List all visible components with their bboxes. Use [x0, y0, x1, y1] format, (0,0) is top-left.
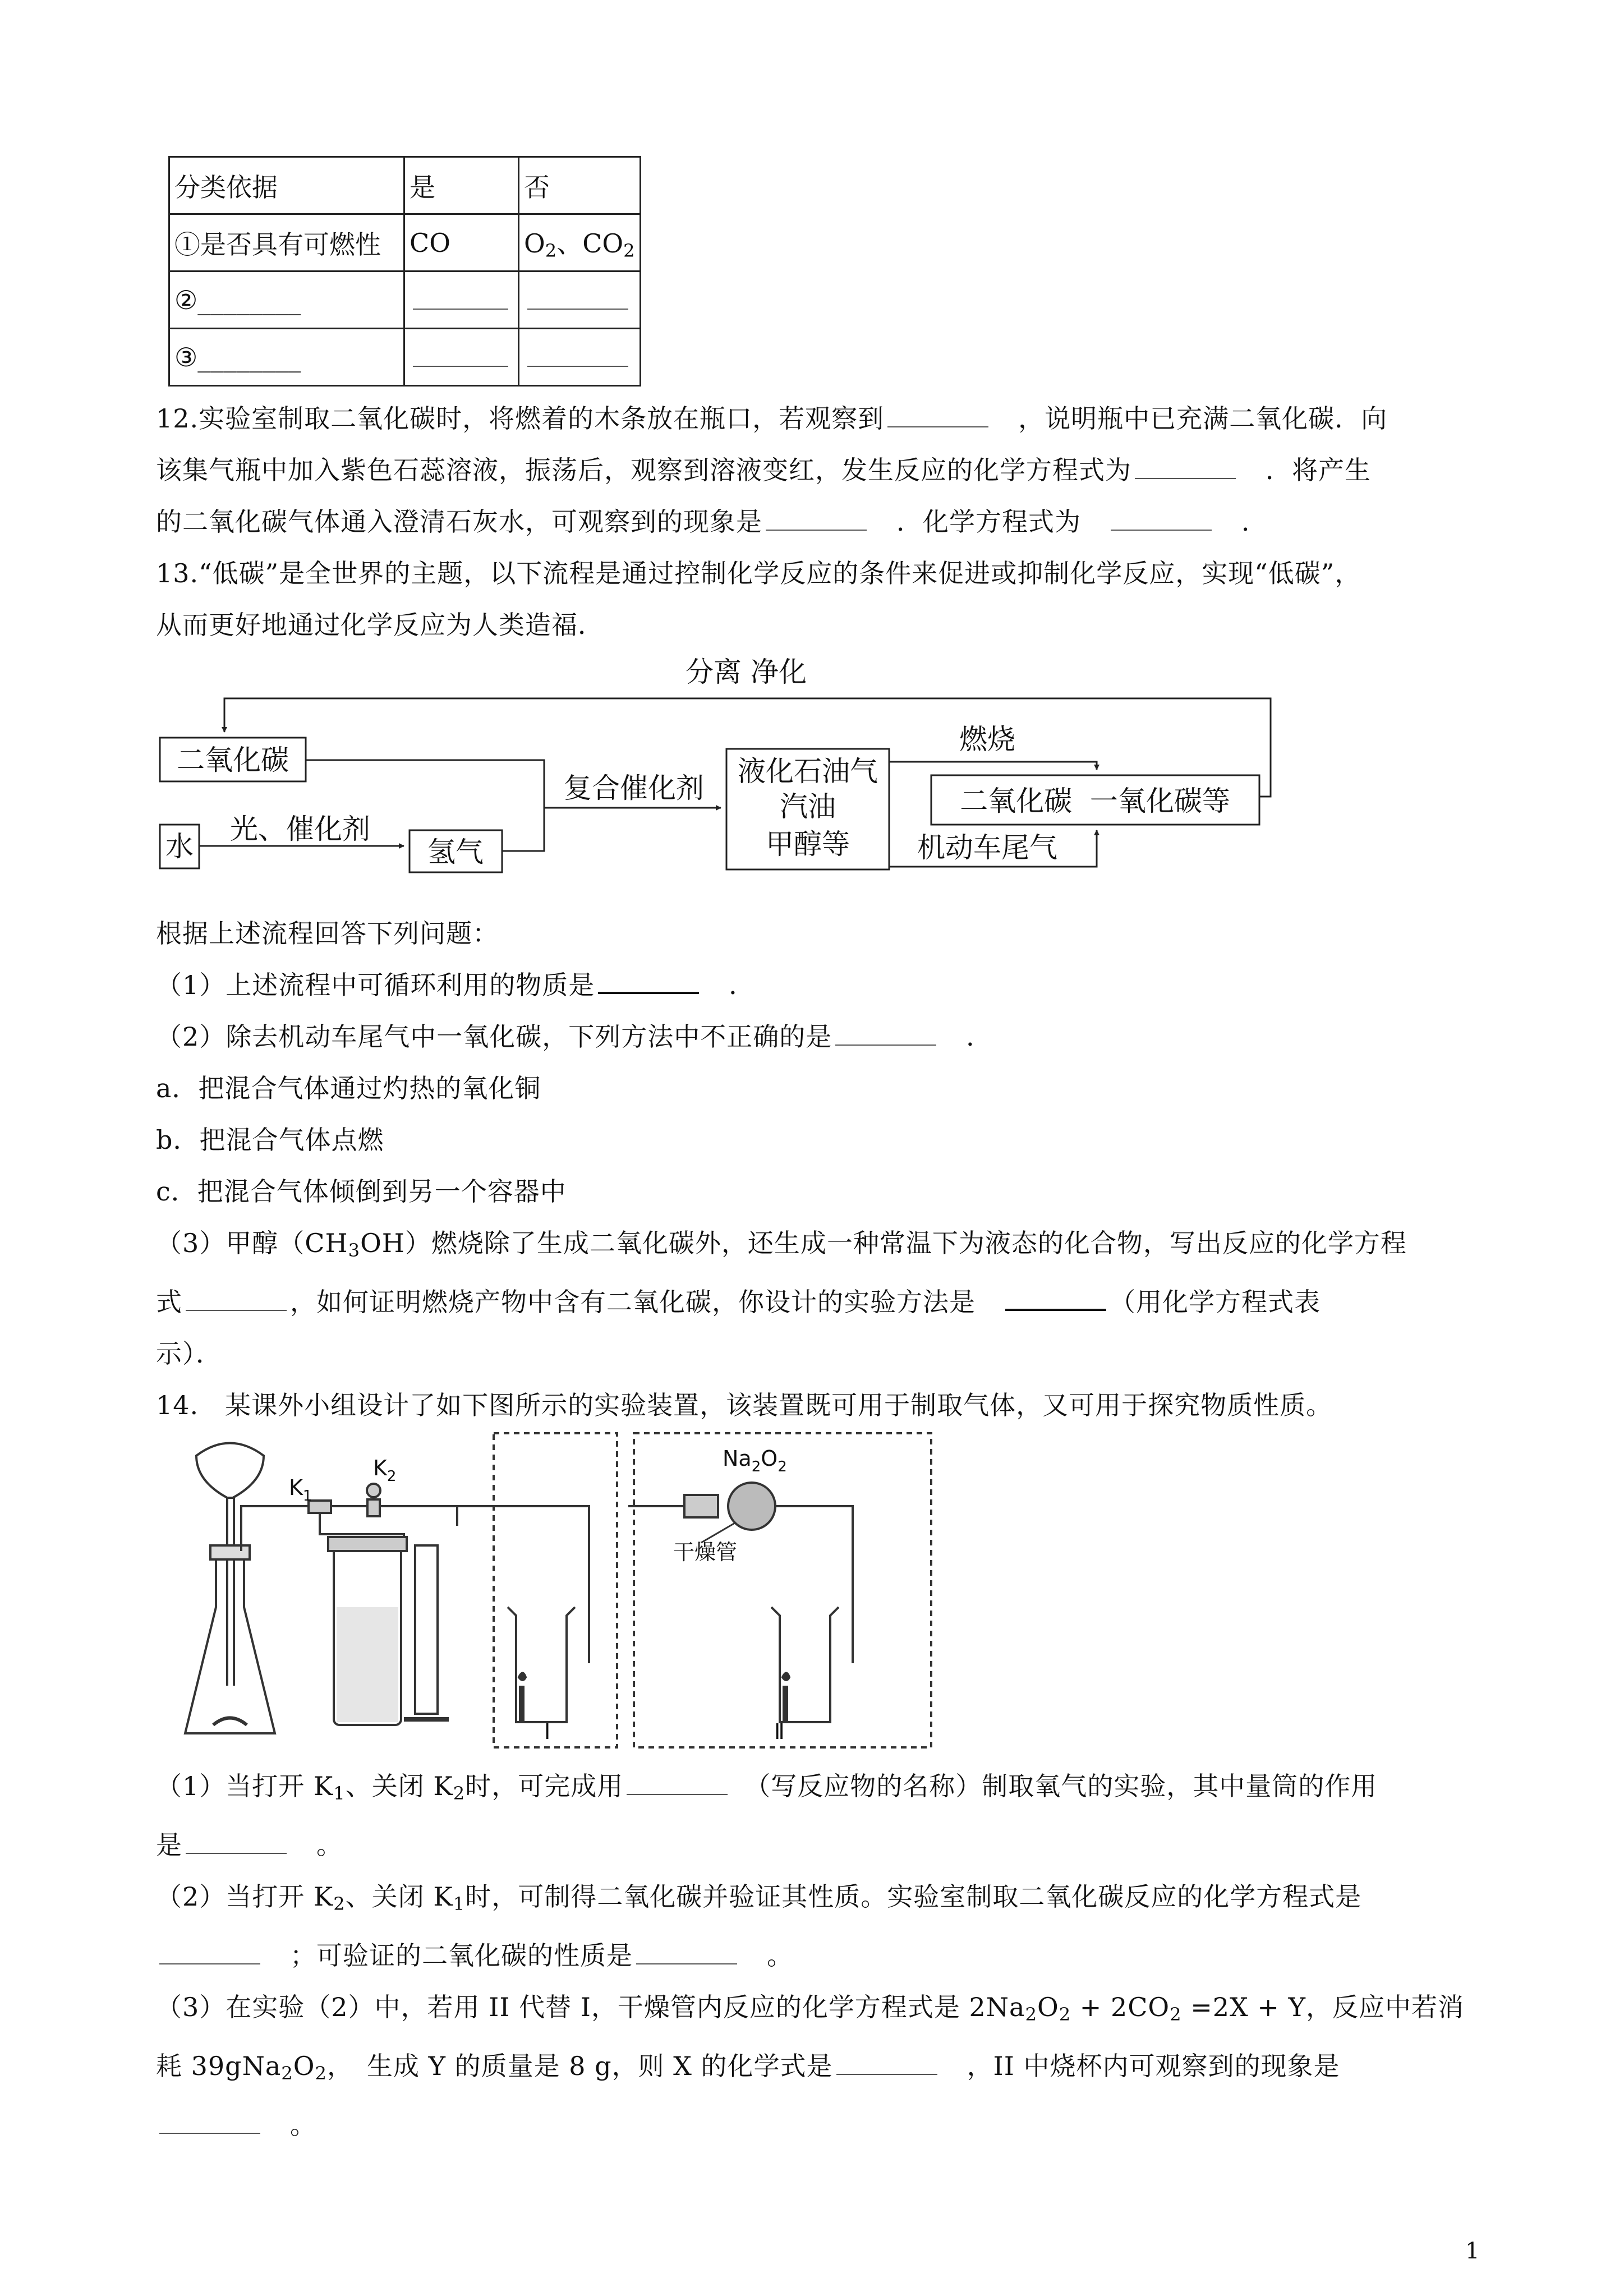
table-cell: ①是否具有可燃性 [169, 214, 404, 272]
table-blank-cell [404, 272, 519, 329]
subscript: 2 [453, 1783, 466, 1805]
q14-text: 时，可制得二氧化碳并验证其性质。实验室制取二氧化碳反应的化学方程式是 [465, 1881, 1362, 1912]
subscript: 2 [1025, 2004, 1037, 2026]
q13-text: 示）． [156, 1338, 222, 1369]
q13-text: 从而更好地通过化学反应为人类造福． [156, 610, 604, 640]
flame-2 [783, 1673, 789, 1681]
subscript: 2 [315, 2063, 327, 2085]
flow-label: 燃烧 [959, 723, 1015, 756]
beaker-1 [508, 1607, 575, 1722]
answer-blank[interactable] [598, 967, 699, 994]
question-13-parts [156, 908, 1491, 1431]
page-number: 1 [1465, 2238, 1480, 2264]
flow-label: 复合催化剂 [564, 772, 704, 804]
q14-text: 、关闭 K [345, 1771, 453, 1801]
q12-text: 12.实验室制取二氧化碳时，将燃着的木条放在瓶口，若观察到 [156, 403, 885, 434]
q13-text: 式 [156, 1287, 182, 1318]
q14-text: （写反应物的名称）制取氧气的实验，其中量筒的作用 [757, 1771, 1378, 1801]
q13-intro: 根据上述流程回答下列问题： [156, 918, 499, 949]
graduated-cylinder [415, 1545, 438, 1714]
formula-text: O [524, 228, 545, 259]
q14-text: 。 [290, 2110, 316, 2141]
table-blank-cell [519, 272, 641, 329]
q12-text: ． [1241, 507, 1268, 537]
q14-text: 。 [316, 1830, 343, 1861]
apparatus-figure [180, 1422, 965, 1759]
answer-blank[interactable] [627, 1769, 728, 1795]
q14-text: 是 [156, 1830, 182, 1861]
q14-text: （2）当打开 K [156, 1881, 334, 1912]
hydrogen-line [502, 808, 544, 851]
flow-label: 机动车尾气 [917, 831, 1057, 864]
subscript: 2 [333, 1893, 346, 1915]
box-i-label: I [544, 1719, 551, 1744]
burn-arrow [889, 762, 1097, 770]
flow-label: 二氧化碳 一氧化碳等 [960, 785, 1230, 817]
k2-label: $K_2$ [373, 1456, 397, 1485]
answer-blank[interactable] [835, 1020, 936, 1046]
flow-label: 水 [165, 830, 194, 863]
solid-reagent [213, 1718, 247, 1726]
subscript: 1 [453, 1893, 466, 1915]
q13-text: OH）燃烧除了生成二氧化碳外，还生成一种常温下为液态的化合物，写出反应的化学方程 [360, 1228, 1407, 1258]
dryer-tube [684, 1495, 718, 1517]
table-cell: ③________ [169, 329, 404, 386]
flow-label: 甲醇等 [766, 828, 850, 861]
answer-blank[interactable] [836, 2049, 937, 2075]
option-c: c．把混合气体倾倒到另一个容器中 [156, 1176, 567, 1207]
flow-label: 光、催化剂 [230, 813, 370, 845]
answer-blank[interactable] [1135, 453, 1236, 479]
q12-text: 该集气瓶中加入紫色石蕊溶液，振荡后，观察到溶液变红，发生反应的化学方程式为 [156, 455, 1131, 485]
separatory-funnel [196, 1443, 264, 1498]
answer-blank[interactable] [887, 402, 988, 427]
answer-blank[interactable] [186, 1828, 287, 1854]
table-cell: ②________ [169, 272, 404, 329]
answer-blank[interactable] [1111, 505, 1212, 531]
low-carbon-flow-diagram [151, 645, 1285, 892]
question-13 [156, 547, 1491, 651]
bottle-stopper [328, 1537, 407, 1551]
q14-text: 时，可完成用 [465, 1771, 624, 1801]
subscript: 2 [623, 240, 635, 262]
tube-5 [775, 1506, 853, 1663]
question-12 [156, 393, 1491, 547]
question-14-parts [156, 1760, 1491, 2151]
tube-3 [457, 1506, 589, 1663]
answer-blank[interactable] [1005, 1284, 1106, 1311]
table-cell: CO [404, 214, 519, 272]
q13-text: （用化学方程式表 [1110, 1287, 1321, 1318]
option-b: b．把混合气体点燃 [156, 1125, 384, 1155]
table-row [169, 157, 641, 214]
bottle-liquid [337, 1607, 398, 1722]
answer-blank[interactable] [186, 1285, 287, 1311]
table-header-cell: 是 [404, 157, 519, 214]
q14-text: 耗 39gNa [156, 2051, 282, 2082]
table-cell [519, 214, 641, 272]
q14-text: ， 生成 Y 的质量是 8 g，则 X 的化学式是 [326, 2051, 833, 2082]
q13-text: （2）除去机动车尾气中一氧化碳，下列方法中不正确的是 [156, 1022, 832, 1052]
q13-text: ． [729, 970, 756, 1000]
flow-label: 液化石油气 [738, 755, 878, 788]
subscript: 2 [1170, 2004, 1182, 2026]
box-i [494, 1433, 617, 1747]
q13-text: ． [966, 1022, 993, 1052]
k2-valve [367, 1499, 380, 1516]
flame-1 [519, 1673, 526, 1681]
k1-label: $K_1$ [289, 1475, 312, 1504]
q13-text: （3）甲醇（CH [156, 1228, 348, 1258]
q14-text: 14. 某课外小组设计了如下图所示的实验装置，该装置既可用于制取气体，又可用于探究物质性质。 [156, 1390, 1333, 1421]
flow-label: 汽油 [780, 790, 836, 823]
table-row [169, 272, 641, 329]
q14-text: ；可验证的二氧化碳的性质是 [290, 1940, 633, 1971]
answer-blank[interactable] [766, 505, 867, 531]
q14-text: + 2CO [1071, 1992, 1170, 2023]
co2-line [306, 760, 544, 808]
subscript: 2 [281, 2063, 293, 2085]
answer-blank[interactable] [159, 2108, 260, 2134]
flask-stopper [210, 1545, 250, 1559]
subscript: 1 [333, 1783, 346, 1805]
q14-text: O [1037, 1992, 1059, 2023]
q12-text: ，说明瓶中已充满二氧化碳．向 [1018, 403, 1388, 434]
table-header-cell: 否 [519, 157, 641, 214]
q14-text: （3）在实验（2）中，若用 II 代替 I，干燥管内反应的化学方程式是 2Na [156, 1992, 1025, 2023]
table-row [169, 214, 641, 272]
table-blank-cell [404, 329, 519, 386]
subscript: 3 [348, 1240, 361, 1262]
beaker-2 [771, 1607, 839, 1722]
formula-text: 、CO [556, 228, 624, 259]
answer-blank[interactable] [636, 1939, 737, 1964]
q14-text: 。 [767, 1940, 793, 1971]
na2o2-bulb [728, 1483, 775, 1530]
q14-text: 、关闭 K [345, 1881, 453, 1912]
q12-text: 的二氧化碳气体通入澄清石灰水，可观察到的现象是 [156, 507, 762, 537]
classification-table [168, 156, 641, 386]
subscript: 2 [545, 240, 557, 262]
q14-text: ，II 中烧杯内可观察到的现象是 [967, 2051, 1340, 2082]
q12-text: ．化学方程式为 [896, 507, 1081, 537]
answer-blank[interactable] [159, 1939, 260, 1964]
table-blank-cell [519, 329, 641, 386]
box-ii-label: Ⅱ [774, 1719, 785, 1744]
q14-text: O [293, 2051, 315, 2082]
flow-label: 二氧化碳 [177, 744, 289, 776]
q13-text: （1）上述流程中可循环利用的物质是 [156, 970, 595, 1000]
na2o2-label: $Na_2O_2$ [723, 1446, 787, 1475]
q14-text: =2X + Y，反应中若消 [1181, 1992, 1464, 2023]
flow-label: 氢气 [427, 836, 484, 868]
subscript: 2 [1059, 2004, 1071, 2026]
flow-label: 分离 净化 [686, 656, 807, 688]
table-header-cell: 分类依据 [169, 157, 404, 214]
table-row [169, 329, 641, 386]
dryer-label: 干燥管 [673, 1540, 738, 1565]
option-a: a．把混合气体通过灼热的氧化铜 [156, 1073, 541, 1103]
q12-text: ．将产生 [1266, 455, 1371, 485]
q13-text: ，如何证明燃烧产物中含有二氧化碳，你设计的实验方法是 [290, 1287, 976, 1318]
erlenmeyer-flask [185, 1557, 275, 1733]
q14-text: （1）当打开 K [156, 1771, 334, 1801]
q13-text: 13.“低碳”是全世界的主题，以下流程是通过控制化学反应的条件来促进或抑制化学反应，实现“低碳”， [156, 558, 1361, 588]
